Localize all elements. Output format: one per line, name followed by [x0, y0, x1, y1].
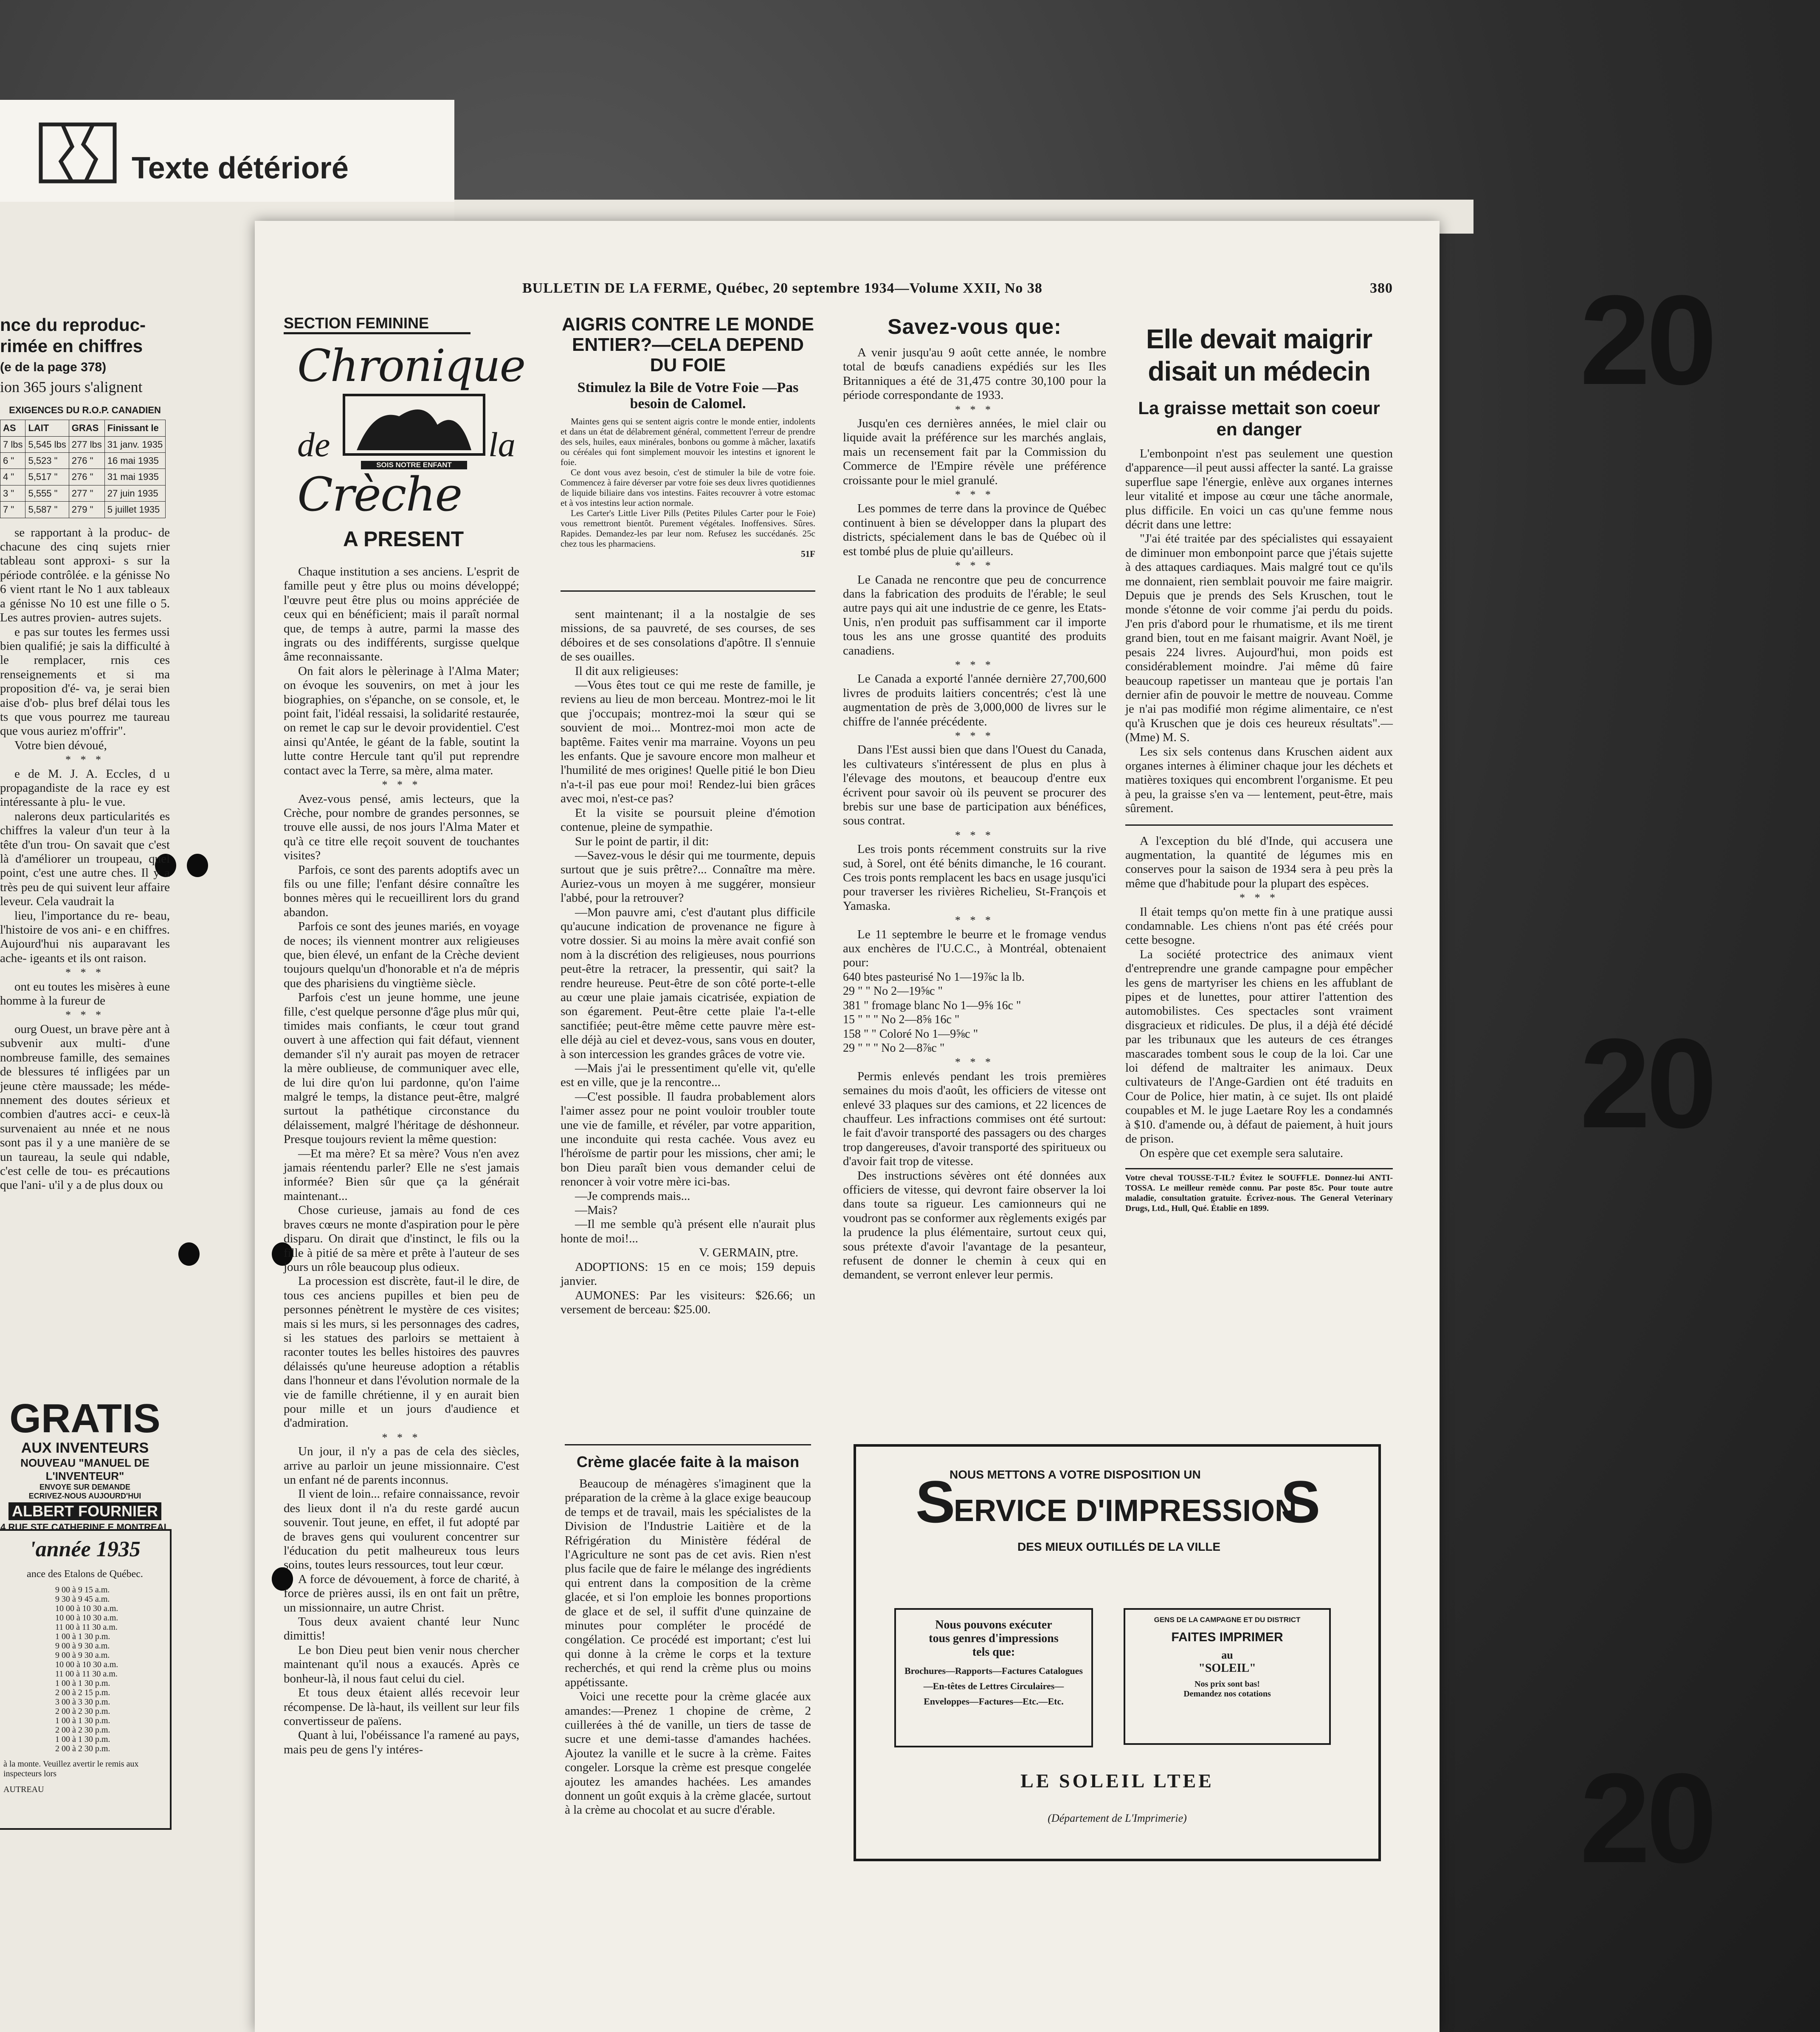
left-column [0, 314, 170, 1193]
requirements-table: AS LAIT GRAS Finissant le 7 lbs 5,545 lbs 277 lbs 31 janv. 1935 6 " 5,523 " 276 " 16 mai 1935 4 " 5,517 " 276 " 31 mai 1935 3 " 5,555 " 277 " 27 juin 1935 7 " 5,587 " 279 " 5 juillet 1935 [0, 420, 166, 518]
tossa-ad: Votre cheval TOUSSE-T-IL? Évitez le SOUFFLE. Donnez-lui ANTI-TOSSA. Le meilleur remède connu. Par poste 85c. Pour toute autre maladie, consultation gratuite. Écrivez-nous. The General Veterinary Drugs, Ltd., Hull, Qué. Établie en 1899. [1125, 1173, 1393, 1213]
table-row: 3 " 5,555 " 277 " 27 juin 1935 [0, 485, 166, 501]
table-row: 6 " 5,523 " 276 " 16 mai 1935 [0, 453, 166, 469]
ad-right-box: GENS DE LA CAMPAGNE ET DU DISTRICT FAITES IMPRIMER au "SOLEIL" Nos prix sont bas! Demandez nos cotations [1124, 1608, 1331, 1745]
schedule-time: 2 00 à 2 30 p.m. [55, 1725, 110, 1735]
schedule-time: 10 00 à 10 30 a.m. [55, 1660, 118, 1669]
side-mark: 20 [1580, 268, 1713, 411]
creche-article: Chaque institution a ses anciens. L'esprit de famille peut y être plus ou moins développé; l'œuvre peut être plus ou moins appréciée de ceux qui en bénéficient; mais il paraît normal que, de temps à autre, parmi la masse des ingrats ou des indifférents, surgisse quelque âme reconnaissante. On fait alors le pèlerinage à l'Alma Mater; on évoque les souvenirs, on met à jour les biographies, on s'épanche, on se console, et, le point fait, l'idéal ressaisi, la solidarité restaurée, on remet le cap sur le devoir providentiel. C'est ainsi qu'Antée, le géant de la fable, soutint la lutte contre Hercule tant qu'il put reprendre contact avec la Terre, sa mère, alma mater. * * * Avez-vous pensé, amis lecteurs, que la Crèche, pour nombre de grandes personnes, se trouve elle aussi, de nos jours l'Alma Mater et qu'à ce titre elle reçoit souvent de touchantes visites? Parfois, ce sont des parents adoptifs avec un fils ou une fille; l'enfant désire connaître les bonnes mères qui le recueillirent lors du grand abandon. Parfois ce sont des jeunes mariés, en voyage de noces; ils viennent montrer aux religieuses que, bien élevé, un enfant de la Crèche devient toujours quelqu'un d'honorable et n'a de mépris que des pharisiens du vingtième siècle. Parfois c'est un jeune homme, une jeune fille, c'est quelque personne d'âge plus mûr qui, timides mais confiants, le cœur tout grand ouvert à une affection qui fait défaut, viennent demander s'il n'y aurait pas moyen de retracer la mère oublieuse, de communiquer avec elle, de lui dire qu'on lui pardonne, qu'on l'aime malgré le temps, la distance peut-être, malgré surtout la pathétique circonstance du délaissement, malgré l'héritage de déshonneur. Presque toujours revient la même question: —Et ma mère? Et sa mère? Vous n'en avez jamais réentendu parler? Elle ne s'est jamais informée? Bien sûr que ça la générait maintenant... Chose curieuse, jamais au fond de ces braves cœurs ne monte d'aspiration pour le père disparu. On dirait que d'instinct, le fils ou la fille à pitié de sa mère et prête à l'auteur de ses jours un rôle beaucoup plus odieux. La procession est discrète, faut-il le dire, de tous ces anciens pupilles et bien peu de personnes pénètrent le mystère de ces visites; mais si les murs, si les personnages des cadres, si les statues des parloirs se mettaient à raconter toutes les belles histoires des pauvres délaissés qu'une heureuse adoption a rétablis dans l'honneur et dans l'évolution normale de la vie de famille chrétienne, il y en aurait bien pour mille et un jours d'audience et d'admiration. * * * Un jour, il n'y a pas de cela des siècles, arrive au parloir un jeune missionnaire. C'est un enfant né de parents inconnus. Il vient de loin... refaire connaissance, revoir des lieux dont il n'a du reste gardé aucun souvenir. Tout jeune, en effet, il fut adopté par de braves gens qui voulurent concentrer sur l'éducation du petit malheureux tous leurs soins, toutes leurs ressources, tout leur cœur. A force de dévouement, à force de charité, à force de prières aussi, ils en ont fait un prêtre, un missionnaire, un autre Christ. Tous deux avaient chanté leur Nunc dimittis! Le bon Dieu peut bien venir nous chercher maintenant qu'il nous a exaucés. Après ce bonheur-là, il nous faut celui du ciel. Et tous deux étaient allés recevoir leur récompense. De là-haut, ils veillent sur leur fils convertisseur de païens. Quant à lui, l'obéissance l'a ramené au pays, mais peu de gens l'y intéres- [284, 565, 519, 1756]
schedule-time: 10 00 à 10 30 a.m. [55, 1604, 118, 1613]
schedule-time: 9 00 à 9 15 a.m. [55, 1585, 110, 1595]
schedule-time: 11 00 à 11 30 a.m. [55, 1623, 118, 1632]
market-prices: 640 btes pasteurisé No 1—19⅞c la lb. 29 " " No 2—19⅝c " 381 " fromage blanc No 1—9⅝ 16c " 15 " " " No 2—8⅝ 16c " 158 " " Coloré No 1—9⅝c " 29 " " " No 2—8⅞c " [843, 970, 1025, 1055]
schedule-time: 1 00 à 1 30 p.m. [55, 1735, 110, 1744]
divider [1125, 824, 1393, 826]
creme-article: Crème glacée faite à la maison Beaucoup de ménagères s'imaginent que la préparation de la crème à la glace exige beaucoup de temps et de travail, mais les spécialistes de la Division de l'Industrie Laitière et de la Réfrigération du Ministère fédéral de l'Agriculture ne sont pas de cet avis. Rien n'est plus facile que de faire le mélange des ingrédients qui entrent dans la composition de la crème glacée, et si l'on emploie les bonnes proportions de glace et de sel, il suffit d'une quinzaine de minutes pour compléter le procédé de congélation. Ce procédé est important; c'est lui qui donne à la crème le corps et la texture recherchés, et qui rend la crème plus ou moins appétissante. Voici une recette pour la crème glacée aux amandes:—Prenez 1 chopine de crème, 2 cuillerées à thé de vanille, un tiers de tasse de sucre et une demi-tasse d'amandes hachées. Ajoutez la vanille et le sucre à la crème. Faites congeler. Lorsque la crème est presque congelée ajoutez les amandes hachées. Les amandes donnent un goût exquis à la crème glacée, surtout à la crème au chocolat et au sucre d'érable. [565, 1444, 811, 1818]
schedule-time: 10 00 à 10 30 a.m. [55, 1613, 118, 1623]
creche-continuation: sent maintenant; il a la nostalgie de ses missions, de sa pauvreté, de ses courses, de ses déboires et de ses consolations d'apôtre. Il s'ennuie de ses ouailles. Il dit aux religieuses: —Vous êtes tout ce qui me reste de famille, je reviens au lieu de mon berceau. Montrez-moi le lit que j'occupais; montrez-moi la sœur qui se souvient de moi... Montrez-moi mon acte de baptême. Faites venir ma marraine. Voyons un peu les enfants. Que je savoure encore mon malheur et l'humilité de mes origines! Quelle pitié le bon Dieu n'a-t-il pas eue pour moi! Rendez-lui bien grâces avec moi, n'est-ce pas? Et la visite se poursuit pleine d'émotion contenue, pleine de sympathie. Sur le point de partir, il dit: —Savez-vous le désir qui me tourmente, depuis surtout que je suis prêtre?... Connaître ma mère. Auriez-vous un moyen à me suggérer, monsieur l'abbé, pour la retrouver? —Mon pauvre ami, c'est d'autant plus difficile qu'aucune indication de provenance ne figure à votre dossier. Si au moins la mère avait confié son nom à la discrétion des religieuses, nous pourrions peut-être la retracer, la pressentir, qui sait? la rendre heureuse. Peut-être de son côté porte-t-elle au cœur une plaie jamais cicatrisée, expiation de son égarement. Peut-être cette plaie l'a-t-elle sanctifiée; peut-être même cette pauvre mère est-elle déjà au ciel et devez-vous, sans vous en douter, à son intercession les grandes grâces de votre vie. —Mais j'ai le pressentiment qu'elle vit, qu'elle est en ville, que je la rencontre... —C'est possible. Il faudra probablement alors l'aimer assez pour ne point vouloir troubler toute une vie de famille, et révéler, par votre apparition, une inconduite qui resta cachée. Vous avez eu l'héroïsme de partir pour les missions, cher ami; le bon Dieu paraît bien vous demander celui de renoncer à voir votre mère ici-bas. —Je comprends mais... —Mais? —Il me semble qu'à présent elle n'aurait plus honte de moi!... V. GERMAIN, ptre. ADOPTIONS: 15 en ce mois; 159 depuis janvier. AUMONES: Par les visiteurs: $26.66; un versement de berceau: $25.00. [561, 607, 815, 1316]
left-body: se rapportant à la produc- de chacune des cinq sujets rnier tableau sont approxi- s sur la période contrôlée. e la génisse No 6 vient rtant le No 1 aux tableaux a génisse No 10 est une fille o 5. Les autres provien- autres sujets. e pas sur toutes les fermes ussi bien qualifié; je sais la difficulté à le remplacer, rnis ces renseignements et si ma proposition d'é- va, je serai bien aise d'ob- plus bref délai tous les ts que vous pourrez me taureau que vous auriez m'offrir". Votre bien dévoué, * * * e de M. J. A. Eccles, d u propagandiste de la race ey est intéressante à plu- le vue. nalerons deux particularités es chiffres la valeur d'un teur à la tête d'un trou- On savait que c'est là d'améliorer un troupeau, quel point, c'est une autre ches. Il y a très peu de qui suivent leur affaire leveur. Cela vaudrait la lieu, l'importance du re- beau, l'histoire de vos ani- e en chiffres. Aujourd'hui nis auparavant les ache- igeants et ils ont raison. * * * ont eu toutes les misères à eune homme à la fureur de * * * ourg Ouest, un brave père ant à subvenir aux multi- d'une nombreuse famille, des semaines de blessures té infligées par un jeune ctère maussade; les méde- nnement des doutes sérieux et combien d'autres acci- e ceux-là survenaient au nnée et ne nous sont pas il y a une manière de se un taureau, la seule qui ndable, c'est celle de tou- es précautions que l'ani- u'il y a de plus doux ou [0, 525, 170, 1192]
section-label: SECTION FEMININE [284, 314, 470, 334]
savez-article: Savez-vous que: A venir jusqu'au 9 août cette année, le nombre total de bœufs canadiens expédiés sur les Iles Britanniques a été de 31,475 contre 30,100 pour la période correspondante de 1933. * * * Jusqu'en ces dernières années, le miel clair ou liquide avait la préférence sur les marchés anglais, mais un recensement fait par la Commission du Commerce de l'Empire révèle une préférence croissante pour le miel granulé. * * * Les pommes de terre dans la province de Québec continuent à bien se développer dans la plupart des districts, spécialement dans le bas de Québec où il est tombé plus de pluie qu'ailleurs. * * * Le Canada ne rencontre que peu de concurrence dans la fabrication des produits de l'érable; le seul autre pays qui ait une industrie de ce genre, les Etats-Unis, n'en produit pas suffisamment car il importe tous les ans une grosse quantité des produits canadiens. * * * Le Canada a exporté l'année dernière 27,700,600 livres de produits laitiers concentrés; c'est là une augmentation de près de 3,000,000 de livres sur le chiffre de l'année précédente. * * * Dans l'Est aussi bien que dans l'Ouest du Canada, les cultivateurs s'intéressent de plus en plus à l'élevage des moutons, et beaucoup d'entre eux écrivent pour savoir où ils peuvent se procurer des brebis sur une base de participation aux bénéfices, sous contrat. * * * Les trois ponts récemment construits sur la rive sud, à Sorel, ont été bénits dimanche, le 16 courant. Ces trois ponts remplacent les bacs en usage jusqu'ici pour traverser les rivières Richelieu, St-François et Yamaska. * * * Le 11 septembre le beurre et le fromage vendus aux enchères de l'U.C.C., à Montréal, obtenaient pour: 640 btes pasteurisé No 1—19⅞c la lb. 29 " " No 2—19⅝c " 381 " fromage blanc No 1—9⅝ 16c " 15 " " " No 2—8⅝ 16c " 158 " " Coloré No 1—9⅝c " 29 " " " No 2—8⅞c " * * * Permis enlevés pendant les trois premières semaines du mois d'août, les officiers de vitesse ont enlevé 33 plaques sur des camions, et 22 licences de chauffeur. Les infractions commises ont été surtout: le fait d'avoir transporté des passagers ou des charges trop dangereuses, d'avoir transporté des spiritueux ou d'avoir fait trop de vitesse. Des instructions sévères ont été données aux officiers de vitesse, qui devront faire observer la loi dans toute sa rigueur. Les camionneurs qui ne voudront pas se conformer aux règlements exigés par la prudence la plus élémentaire, surtout ceux qui, sous prétexte d'avoir l'avantage de la pesanteur, refusent de donner le chemin à ceux qui en demandent, se verront enlever leur permis. [843, 315, 1106, 1282]
stamp-label: Texte détérioré [132, 151, 349, 185]
schedule-time: 11 00 à 11 30 a.m. [55, 1669, 118, 1679]
masthead [522, 280, 1393, 296]
table-row: 7 " 5,587 " 279 " 5 juillet 1935 [0, 502, 166, 518]
side-mark: 20 [1580, 1012, 1713, 1154]
masthead-text: BULLETIN DE LA FERME, Québec, 20 septembre 1934—Volume XXII, No 38 [522, 280, 1042, 296]
schedule-box: 'année 1935 ance des Etalons de Québec. 9 00 à 9 15 a.m. 9 30 à 9 45 a.m. 10 00 à 10 30 a.m. 10 00 à 10 30 a.m. 11 00 à 11 30 a.m. 1 00 à 1 30 p.m. 9 00 à 9 30 a.m. 9 00 à 9 30 a.m. 10 00 à 10 30 a.m. 11 00 à 11 30 a.m. 1 00 à 1 30 p.m. 2 00 à 2 15 p.m. 3 00 à 3 30 p.m. 2 00 à 2 30 p.m. 1 00 à 1 30 p.m. 2 00 à 2 30 p.m. 1 00 à 1 30 p.m. 2 00 à 2 30 p.m. à la monte. Veuillez avertir le remis aux inspecteurs lors AUTREAU [0, 1529, 172, 1830]
company-dept: (Département de L'Imprimerie) [1048, 1812, 1187, 1824]
schedule-list [0, 1585, 170, 1753]
schedule-time: 9 00 à 9 30 a.m. [55, 1641, 110, 1651]
creche-logo: Chronique de la SOIS NOTRE ENFANT Crèche [297, 340, 525, 522]
feminine-section [284, 314, 470, 334]
table-row: 4 " 5,517 " 276 " 31 mai 1935 [0, 469, 166, 485]
maigrir-article: Elle devait maigrir disait un médecin La graisse mettait son coeur en danger L'embonpoint n'est pas seulement une question d'apparence—il peut aussi affecter la santé. La graisse superflue sape l'énergie, enlève aux organes internes leur vitalité et impose au cœur une tâche anormale, plus difficile. En voici un cas qu'une femme nous décrit dans une lettre: "J'ai été traitée par des spécialistes qui essayaient de diminuer mon embonpoint parce que j'étais sujette à des attaques cardiaques. Mais malgré tout ce qu'ils me donnaient, rien semblait pouvoir me faire maigrir. Depuis que je prends des Sels Kruschen, tout le monde s'étonne de voir comme j'ai perdu du poids. J'en pris d'abord pour le rhumatisme, et ils me tirent grand bien, tout en me faisant maigrir. Avant Noël, je pesais 224 livres. Aujourd'hui, mon poids est considérablement moindre. J'ai même dû faire beaucoup rapetisser un manteau que je portais l'an dernier afin de pouvoir le mettre de nouveau. Comme je n'ai pas modifié mon régime alimentaire, ce n'est qu'à Kruschen que je dois ces heureux résultats".—(Mme) M. S. Les six sels contenus dans Kruschen aident aux organes internes à éliminer chaque jour les déchets et matières toxiques qui encombrent l'organisme. Et peu à peu, la graisse s'en va — lentement, peut-être, mais sûrement. A l'exception du blé d'Inde, qui accusera une augmentation, la quantité de légumes mis en conserves pour la saison de 1934 sera à peu près la même que d'habitude pour la plupart des espèces. * * * Il était temps qu'on mette fin à une pratique aussi condamnable. Les chiens n'ont pas été créés pour cette besogne. La société protectrice des animaux vient d'entreprendre une grande campagne pour empêcher les gens de martyriser les chiens en les affublant de pipes et de lunettes, pour attirer l'attention des automobilistes. Ces spectacles sont vraiment disgracieux et ridicules. De plus, il a déjà été décidé par les tribunaux que les auteurs de ces étranges mascarades tombent sous le coup de la loi. Car une loi défend de maltraiter les animaux. Deux cultivateurs de l'Ange-Gardien ont été traduits en Cour de Police, hier matin, à ce sujet. Ils ont plaidé coupables et M. le juge Laetare Roy les a condamnés à $10. d'amende ou, à défaut de paiement, à huit jours de prison. On espère que cet exemple sera salutaire. Votre cheval TOUSSE-T-IL? Évitez le SOUFFLE. Donnez-lui ANTI-TOSSA. Le meilleur remède connu. Par poste 85c. Pour toute autre maladie, consultation gratuite. Écrivez-nous. The General Veterinary Drugs, Ltd., Hull, Qué. Établie en 1899. [1125, 324, 1393, 1213]
left-intro: ion 365 jours s'alignent [0, 378, 143, 396]
mother-child-icon [340, 391, 488, 459]
aigris-ad: AIGRIS CONTRE LE MONDE ENTIER?—CELA DEPEND DU FOIE Stimulez la Bile de Votre Foie —Pas besoin de Calomel. Maintes gens qui se sentent aigris contre le monde entier, indolents et dans un état de délabrement général, commettent l'erreur de prendre des sels, huiles, eaux minérales, bonbons ou gomme à mâcher, laxatifs ou céréales qui font simplement mouvoir les intestins et ignorent le foie. Ce dont vous avez besoin, c'est de stimuler la bile de votre foie. Commencez à faire déverser par votre foie ses deux livres quotidiennes de liquide biliaire dans vos intestins. Faites recouvrer à votre estomac et à vos intestins leur action normale. Les Carter's Little Liver Pills (Petites Pilules Carter pour le Foie) vous remettront bientôt. Purement végétales. Inoffensives. Sûres. Rapides. Demandez-les par leur nom. Refusez les succédanés. 25c chez tous les pharmaciens. 51F [561, 314, 815, 592]
schedule-time: 1 00 à 1 30 p.m. [55, 1632, 110, 1641]
page-number: 380 [1370, 280, 1393, 296]
schedule-time: 1 00 à 1 30 p.m. [55, 1679, 110, 1688]
schedule-time: 9 30 à 9 45 a.m. [55, 1595, 110, 1604]
punch-hole [187, 854, 208, 877]
schedule-time: 9 00 à 9 30 a.m. [55, 1651, 110, 1660]
schedule-time: 2 00 à 2 30 p.m. [55, 1744, 110, 1753]
schedule-time: 3 00 à 3 30 p.m. [55, 1697, 110, 1707]
side-mark: 20 [1580, 1747, 1713, 1889]
creche-subtitle: A PRESENT [343, 527, 464, 551]
schedule-time: 2 00 à 2 15 p.m. [55, 1688, 110, 1697]
table-title: EXIGENCES DU R.O.P. CANADIEN [9, 404, 161, 415]
gratis-ad: GRATIS AUX INVENTEURS NOUVEAU "MANUEL DE L'INVENTEUR" ENVOYE SUR DEMANDE ECRIVEZ-NOUS AUJOURD'HUI ALBERT FOURNIER 4 RUE STE CATHERINE E MONTREAL [0, 1396, 170, 1532]
left-subtitle: (e de la page 378) [0, 360, 107, 374]
ad-left-box: Nous pouvons exécuter tous genres d'impressions tels que: Brochures—Rapports—Factures Catalogues—En-têtes de Lettres Circulaires—Enveloppes—Factures—Etc.—Etc. [894, 1608, 1093, 1747]
damaged-page-icon [37, 121, 118, 185]
punch-hole [178, 1242, 200, 1266]
schedule-time: 2 00 à 2 30 p.m. [55, 1707, 110, 1716]
schedule-time: 1 00 à 1 30 p.m. [55, 1716, 110, 1725]
company-name: LE SOLEIL LTEE [1020, 1770, 1214, 1792]
left-title: nce du reproduc- rimée en chiffres [0, 315, 146, 356]
service-impression-ad: NOUS METTONS A VOTRE DISPOSITION UN S ERVICE D'IMPRESSION S DES MIEUX OUTILLÉS DE LA VILLE Nous pouvons exécuter tous genres d'impressions tels que: Brochures—Rapports—Factures Catalogues—En-têtes de Lettres Circulaires—Enveloppes—Factures—Etc.—Etc. GENS DE LA CAMPAGNE ET DU DISTRICT FAITES IMPRIMER au "SOLEIL" Nos prix sont bas! Demandez nos cotations LE SOLEIL LTEE (Département de L'Imprimerie) [854, 1444, 1381, 1861]
table-row: 7 lbs 5,545 lbs 277 lbs 31 janv. 1935 [0, 436, 166, 452]
